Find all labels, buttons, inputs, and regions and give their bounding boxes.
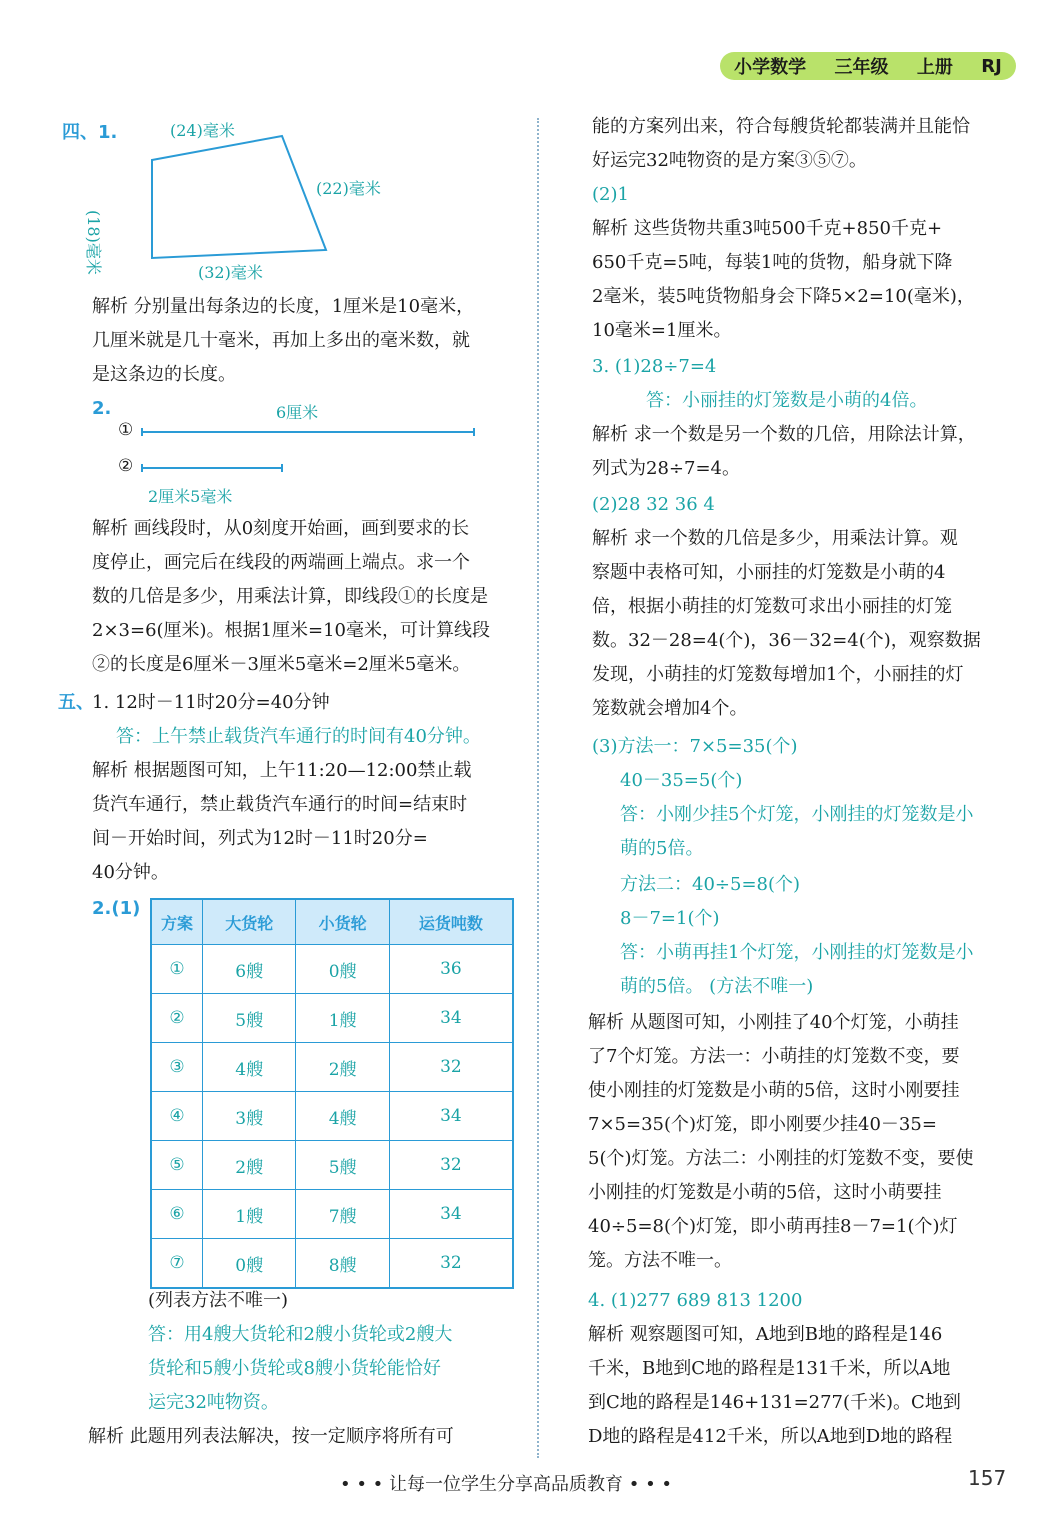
table-header-row: [151, 899, 513, 945]
q3-3-method1-line1: (3)方法一：7×5=35(个): [592, 736, 798, 757]
text-line: 列式为28÷7=4。: [592, 458, 740, 479]
text-line: 是这条边的长度。: [92, 364, 236, 385]
text-line: 答：小刚少挂5个灯笼，小刚挂的灯笼数是小: [620, 804, 974, 825]
shipping-plan-table: [150, 898, 514, 1289]
header-volume: 上册: [916, 57, 953, 78]
section-4-2-label: 2.: [92, 398, 112, 419]
text-line: 解析 这些货物共重3吨500千克+850千克+: [592, 218, 943, 239]
table-row: [151, 1043, 513, 1092]
table-cell: ⑥: [151, 1190, 203, 1239]
text-line: 40分钟。: [92, 862, 169, 883]
table-cell: 34: [389, 1190, 513, 1239]
section-5-label: 五、: [58, 692, 94, 713]
text-line: 倍，根据小萌挂的灯笼数可求出小丽挂的灯笼: [592, 596, 952, 617]
text-line: 使小刚挂的灯笼数是小萌的5倍，这时小刚要挂: [588, 1080, 960, 1101]
table-cell: 5艘: [296, 1141, 389, 1190]
text-line: 能的方案列出来，符合每艘货轮都装满并且能恰: [592, 116, 970, 137]
header-subject: 小学数学: [734, 57, 807, 78]
text-line: 解析 求一个数的几倍是多少，用乘法计算。观: [592, 528, 958, 549]
text-line: 2毫米，装5吨货物船身会下降5×2=10(毫米)，: [592, 286, 975, 307]
text-line: 间－开始时间，列式为12时－11时20分=: [92, 828, 428, 849]
text-line: 答：小萌再挂1个灯笼，小刚挂的灯笼数是小: [620, 942, 974, 963]
table-row: [151, 945, 513, 994]
q3-1-answer: 答：小丽挂的灯笼数是小萌的4倍。: [646, 390, 928, 411]
text-line: 40÷5=8(个)灯笼，即小萌再挂8－7=1(个)灯: [588, 1216, 958, 1237]
text-line: 千米，B地到C地的路程是131千米，所以A地: [588, 1358, 951, 1379]
table-cell: 0艘: [296, 945, 389, 994]
q5-1-answer: 答：上午禁止载货汽车通行的时间有40分钟。: [116, 726, 481, 747]
text-line: 了7个灯笼。方法一：小萌挂的灯笼数不变，要: [588, 1046, 960, 1067]
analysis-3-1: [592, 418, 976, 486]
text-line: 数的几倍是多少，用乘法计算，即线段①的长度是: [92, 586, 488, 607]
table-cell: ④: [151, 1092, 203, 1141]
table-row: [151, 994, 513, 1043]
quad-top-label: (24)毫米: [170, 121, 235, 140]
quadrilateral-figure: [120, 112, 420, 288]
text-line: 8－7=1(个): [620, 908, 720, 929]
table-cell: ①: [151, 945, 203, 994]
table-cell: 6艘: [203, 945, 296, 994]
text-line: 5(个)灯笼。方法二：小刚挂的灯笼数不变，要使: [588, 1148, 974, 1169]
text-line: 解析 观察题图可知，A地到B地的路程是146: [588, 1324, 943, 1345]
q3-3-answer-1: [620, 798, 973, 866]
q3-3-method2: [620, 868, 800, 936]
table-cell: 8艘: [296, 1239, 389, 1289]
table-cell: 3艘: [203, 1092, 296, 1141]
text-line: 解析 从题图可知，小刚挂了40个灯笼，小萌挂: [588, 1012, 959, 1033]
table-cell: ⑤: [151, 1141, 203, 1190]
quadrilateral-shape: [152, 136, 326, 258]
text-line: 货轮和5艘小货轮或8艘小货轮能恰好: [148, 1358, 441, 1379]
analysis-3-3: [588, 1006, 974, 1278]
text-line: 解析 求一个数是另一个数的几倍，用除法计算，: [592, 424, 976, 445]
text-line: 方法二：40÷5=8(个): [620, 874, 801, 895]
text-line: 运完32吨物资。: [148, 1392, 279, 1413]
text-line: 7×5=35(个)灯笼，即小刚要少挂40－35=: [588, 1114, 937, 1135]
text-line: 察题中表格可知，小丽挂的灯笼数是小萌的4: [592, 562, 946, 583]
table-note: (列表方法不唯一): [148, 1290, 289, 1311]
segment-lines: [140, 428, 480, 478]
analysis-5-2-start: 解析 此题用列表法解决，按一定顺序将所有可: [88, 1426, 454, 1447]
table-cell: 34: [389, 994, 513, 1043]
analysis-5-2-cont: [592, 110, 970, 178]
text-line: 萌的5倍。 (方法不唯一): [620, 976, 814, 997]
table-cell: 2艘: [296, 1043, 389, 1092]
q3-1-equation: 3. (1)28÷7=4: [592, 356, 717, 377]
text-line: D地的路程是412千米，所以A地到D地的路程: [588, 1426, 953, 1447]
table-row: [151, 1239, 513, 1289]
table-header-cell: 大货轮: [203, 899, 296, 945]
section-4-label: 四、1.: [62, 122, 118, 143]
text-line: ②的长度是6厘米－3厘米5毫米=2厘米5毫米。: [92, 654, 471, 675]
text-line: 解析 画线段时，从0刻度开始画，画到要求的长: [92, 518, 470, 539]
header-grade: 三年级: [834, 57, 889, 78]
text-line: 解析 分别量出每条边的长度，1厘米是10毫米，: [92, 296, 475, 317]
page-number: 157: [968, 1466, 1007, 1490]
text-line: 笼数就会增加4个。: [592, 698, 748, 719]
text-line: 数。32－28=4(个)，36－32=4(个)，观察数据: [592, 630, 981, 651]
table-cell: 5艘: [203, 994, 296, 1043]
table-cell: 32: [389, 1239, 513, 1289]
text-line: 货汽车通行，禁止载货汽车通行的时间=结束时: [92, 794, 468, 815]
table-cell: 7艘: [296, 1190, 389, 1239]
table-cell: 1艘: [203, 1190, 296, 1239]
text-line: 650千克=5吨，每装1吨的货物，船身就下降: [592, 252, 953, 273]
q5-2-answer: [148, 1318, 452, 1420]
table-cell: 36: [389, 945, 513, 994]
table-cell: 4艘: [296, 1092, 389, 1141]
quad-left-label: (18)毫米: [84, 210, 103, 275]
text-line: 笼。方法不唯一。: [588, 1250, 732, 1271]
table-cell: 32: [389, 1141, 513, 1190]
table-cell: ⑦: [151, 1239, 203, 1289]
text-line: 到C地的路程是146+131=277(千米)。C地到: [588, 1392, 961, 1413]
text-line: 萌的5倍。: [620, 838, 704, 859]
table-cell: 4艘: [203, 1043, 296, 1092]
q3-3-method1-line2: 40－35=5(个): [620, 770, 743, 791]
text-line: 10毫米=1厘米。: [592, 320, 732, 341]
table-row: [151, 1190, 513, 1239]
table-cell: 34: [389, 1092, 513, 1141]
text-line: 答：用4艘大货轮和2艘小货轮或2艘大: [148, 1324, 453, 1345]
segment-top-label: 6厘米: [276, 403, 319, 422]
analysis-4-1-right: [588, 1318, 961, 1454]
q5-2-part2: (2)1: [592, 184, 629, 205]
q5-1-equation: 1. 12时－11时20分=40分钟: [92, 692, 330, 713]
table-cell: 1艘: [296, 994, 389, 1043]
text-line: 度停止，画完后在线段的两端画上端点。求一个: [92, 552, 470, 573]
text-line: 发现，小萌挂的灯笼数每增加1个，小丽挂的灯: [592, 664, 964, 685]
analysis-5-2-part2: [592, 212, 975, 348]
q4-1-answer: 4. (1)277 689 813 1200: [588, 1290, 803, 1311]
analysis-4-2: [92, 512, 490, 682]
footer-slogan: • • • 让每一位学生分享高品质教育 • • •: [340, 1474, 673, 1495]
table-header-cell: 方案: [151, 899, 203, 945]
segment-2-marker: ②: [118, 456, 134, 476]
header-badge: [720, 52, 1016, 80]
analysis-4-1: [92, 290, 474, 392]
segment-1-marker: ①: [118, 420, 134, 440]
quad-right-label: (22)毫米: [316, 179, 381, 198]
header-edition: RJ: [981, 55, 1002, 77]
q5-2-label: 2.(1): [92, 898, 141, 919]
analysis-3-2: [592, 522, 981, 726]
table-cell: 32: [389, 1043, 513, 1092]
text-line: 解析 根据题图可知，上午11:20—12:00禁止载: [92, 760, 472, 781]
table-cell: ③: [151, 1043, 203, 1092]
analysis-5-1: [92, 754, 471, 890]
table-cell: 0艘: [203, 1239, 296, 1289]
table-header-cell: 小货轮: [296, 899, 389, 945]
segment-bottom-label: 2厘米5毫米: [148, 487, 233, 506]
quad-bottom-label: (32)毫米: [198, 263, 263, 282]
q3-3-answer-2: [620, 936, 973, 1004]
column-divider: [537, 118, 539, 1458]
table-row: [151, 1092, 513, 1141]
table-cell: ②: [151, 994, 203, 1043]
table-header-cell: 运货吨数: [389, 899, 513, 945]
table-cell: 2艘: [203, 1141, 296, 1190]
q3-2-answer: (2)28 32 36 4: [592, 494, 715, 515]
text-line: 小刚挂的灯笼数是小萌的5倍，这时小萌要挂: [588, 1182, 942, 1203]
text-line: 几厘米就是几十毫米，再加上多出的毫米数，就: [92, 330, 470, 351]
table-row: [151, 1141, 513, 1190]
text-line: 2×3=6(厘米)。根据1厘米=10毫米，可计算线段: [92, 620, 491, 641]
text-line: 好运完32吨物资的是方案③⑤⑦。: [592, 150, 867, 171]
